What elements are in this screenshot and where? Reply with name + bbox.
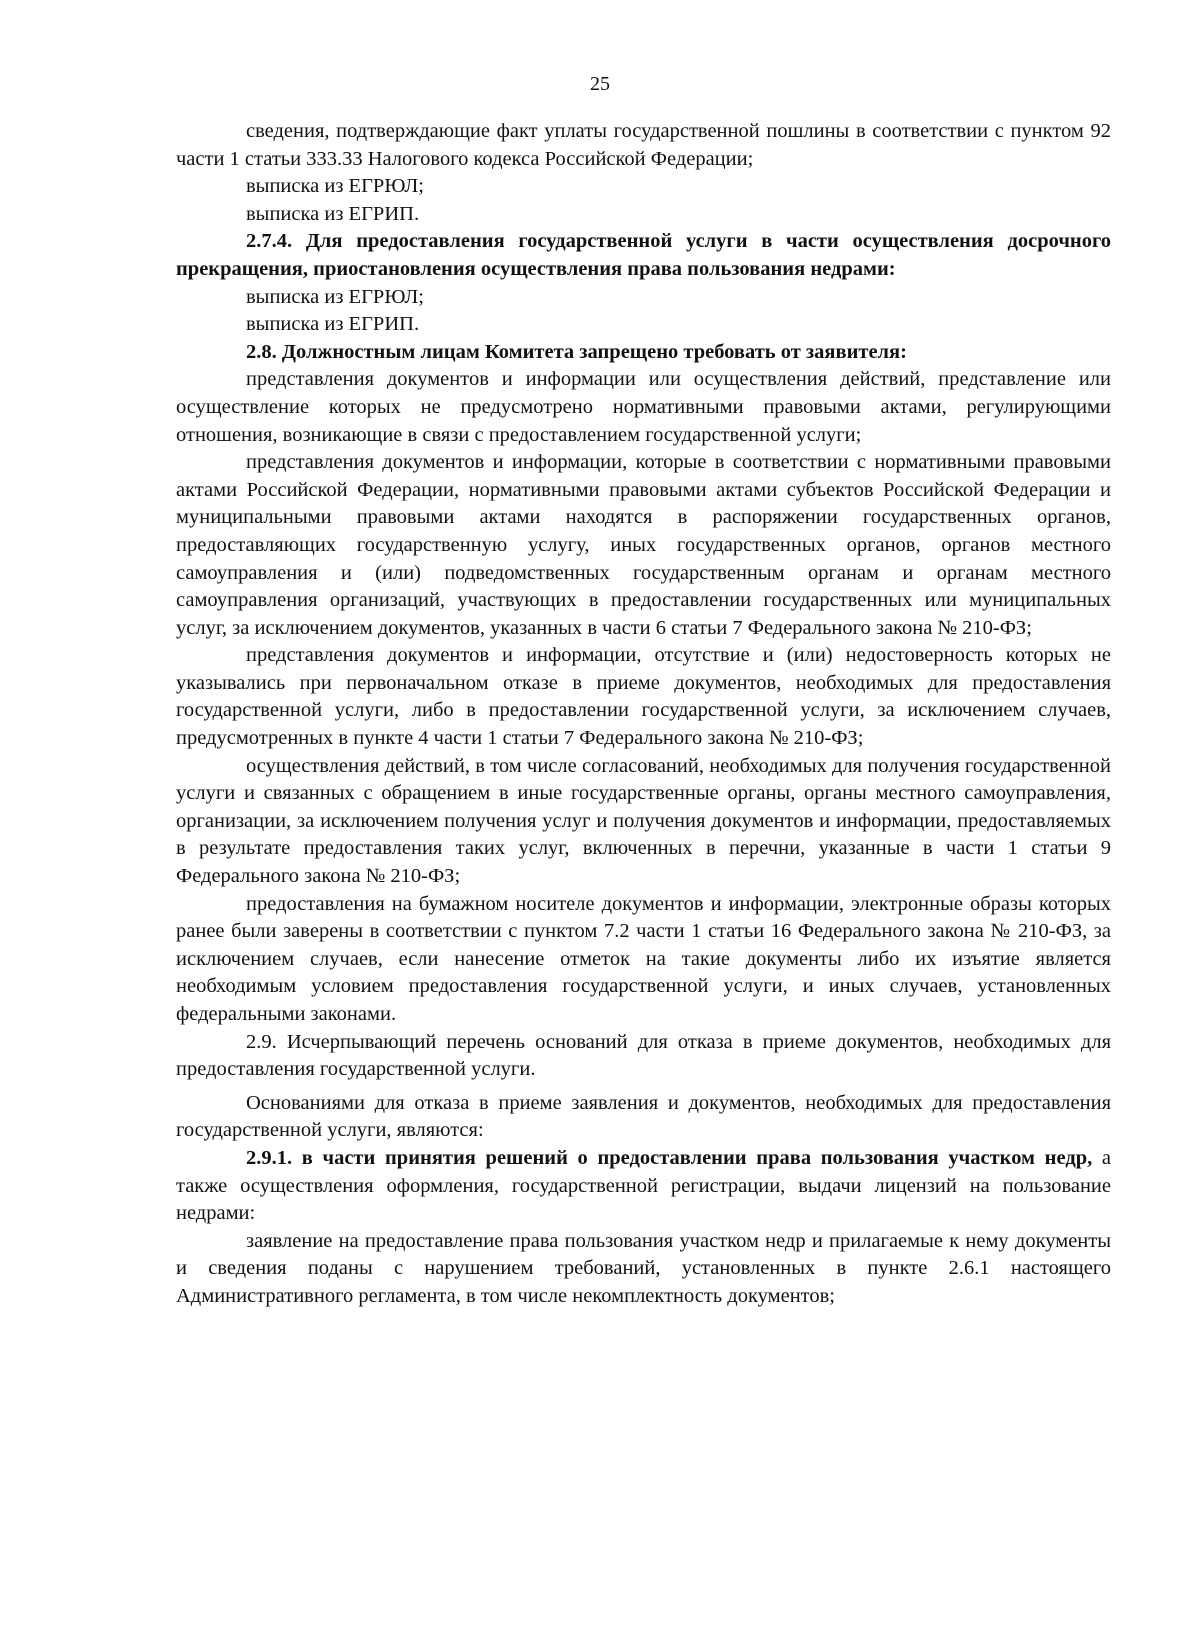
paragraph-2-9-1 (176, 1145, 1111, 1228)
paragraph-item: представления документов и информации, отсутствие и (или) недостоверность которых не указывались при первоначальном отказе в приеме документов, необходимых для предоставления государственной услуги, либо в предоставлении государственной услуги, за исключением случаев, предусмотренных в пункте 4 части 1 статьи 7 Федерального закона № 210-ФЗ; (176, 644, 1111, 750)
page-number: 25 (590, 73, 610, 95)
paragraph-item: представления документов и информации, которые в соответствии с нормативными правовыми актами Российской Федерации, нормативными правовыми актами субъектов Российской Федерации и муниципальными правовыми актами находятся в распоряжении государственных органов, предоставляющих государственную услугу, иных государственных органов, органов местного самоуправления и (или) подведомственных государственным органам и органам местного самоуправления организаций, участвующих в предоставлении государственных или муниципальных услуг, за исключением документов, указанных в части 6 статьи 7 Федерального закона № 210-ФЗ; (176, 451, 1111, 639)
bold-text: 2.9.1. в части принятия решений о предоставлении права пользования участком недр, (246, 1146, 1093, 1169)
paragraph-text: а также осуществления оформления, государственной регистрации, выдачи лицензий на пользование недрами: (176, 1146, 1111, 1225)
paragraph-2-8-heading (176, 339, 1111, 367)
paragraph-egrip-2: выписка из ЕГРИП. (246, 313, 420, 336)
paragraph-egrul-1: выписка из ЕГРЮЛ; (246, 175, 424, 198)
paragraph-item: осуществления действий, в том числе согласований, необходимых для получения государственной услуги и связанных с обращением в иные государственные органы, органы местного самоуправления, организации, за исключением получения услуг и получения документов и информации, предоставляемых в результате предоставления таких услуг, включенных в перечни, указанные в части 1 статьи 9 Федерального закона № 210-ФЗ; (176, 754, 1111, 888)
document-body (176, 118, 1111, 1311)
paragraph-2-9: 2.9. Исчерпывающий перечень оснований для отказа в приеме документов, необходимых для предоставления государственной услуги. (176, 1030, 1111, 1081)
paragraph-item: представления документов и информации или осуществления действий, представление или осуществление которых не предусмотрено нормативными правовыми актами, регулирующими отношения, возникающие в связи с предоставлением государственной услуги; (176, 368, 1111, 446)
paragraph-grounds: Основаниями для отказа в приеме заявления и документов, необходимых для предоставления государственной услуги, являются: (176, 1091, 1111, 1142)
paragraph-2-7-4-heading (176, 228, 1111, 283)
paragraph-item: предоставления на бумажном носителе документов и информации, электронные образы которых ранее были заверены в соответствии с пунктом 7.2 части 1 статьи 16 Федерального закона № 210-ФЗ, за исключением случаев, если нанесение отметок на такие документы либо их изъятие является необходимым условием предоставления государственной услуги, и иных случаев, установленных федеральными законами. (176, 892, 1111, 1025)
bold-text: 2.7.4. Для предоставления государственной услуги в части осуществления досрочного прекращения, приостановления осуществления права пользования недрами: (176, 230, 1111, 280)
bold-text: 2.8. Должностным лицам Комитета запрещено требовать от заявителя: (246, 340, 907, 363)
paragraph-egrul-2: выписка из ЕГРЮЛ; (246, 285, 424, 308)
paragraph-item: заявление на предоставление права пользования участком недр и прилагаемые к нему документы и сведения поданы с нарушением требований, установленных в пункте 2.6.1 настоящего Административного регламента, в том числе некомплектность документов; (176, 1229, 1111, 1307)
paragraph-fee-info: сведения, подтверждающие факт уплаты государственной пошлины в соответствии с пунктом 92 части 1 статьи 333.33 Налогового кодекса Российской Федерации; (176, 120, 1111, 170)
paragraph-egrip-1: выписка из ЕГРИП. (246, 202, 420, 225)
